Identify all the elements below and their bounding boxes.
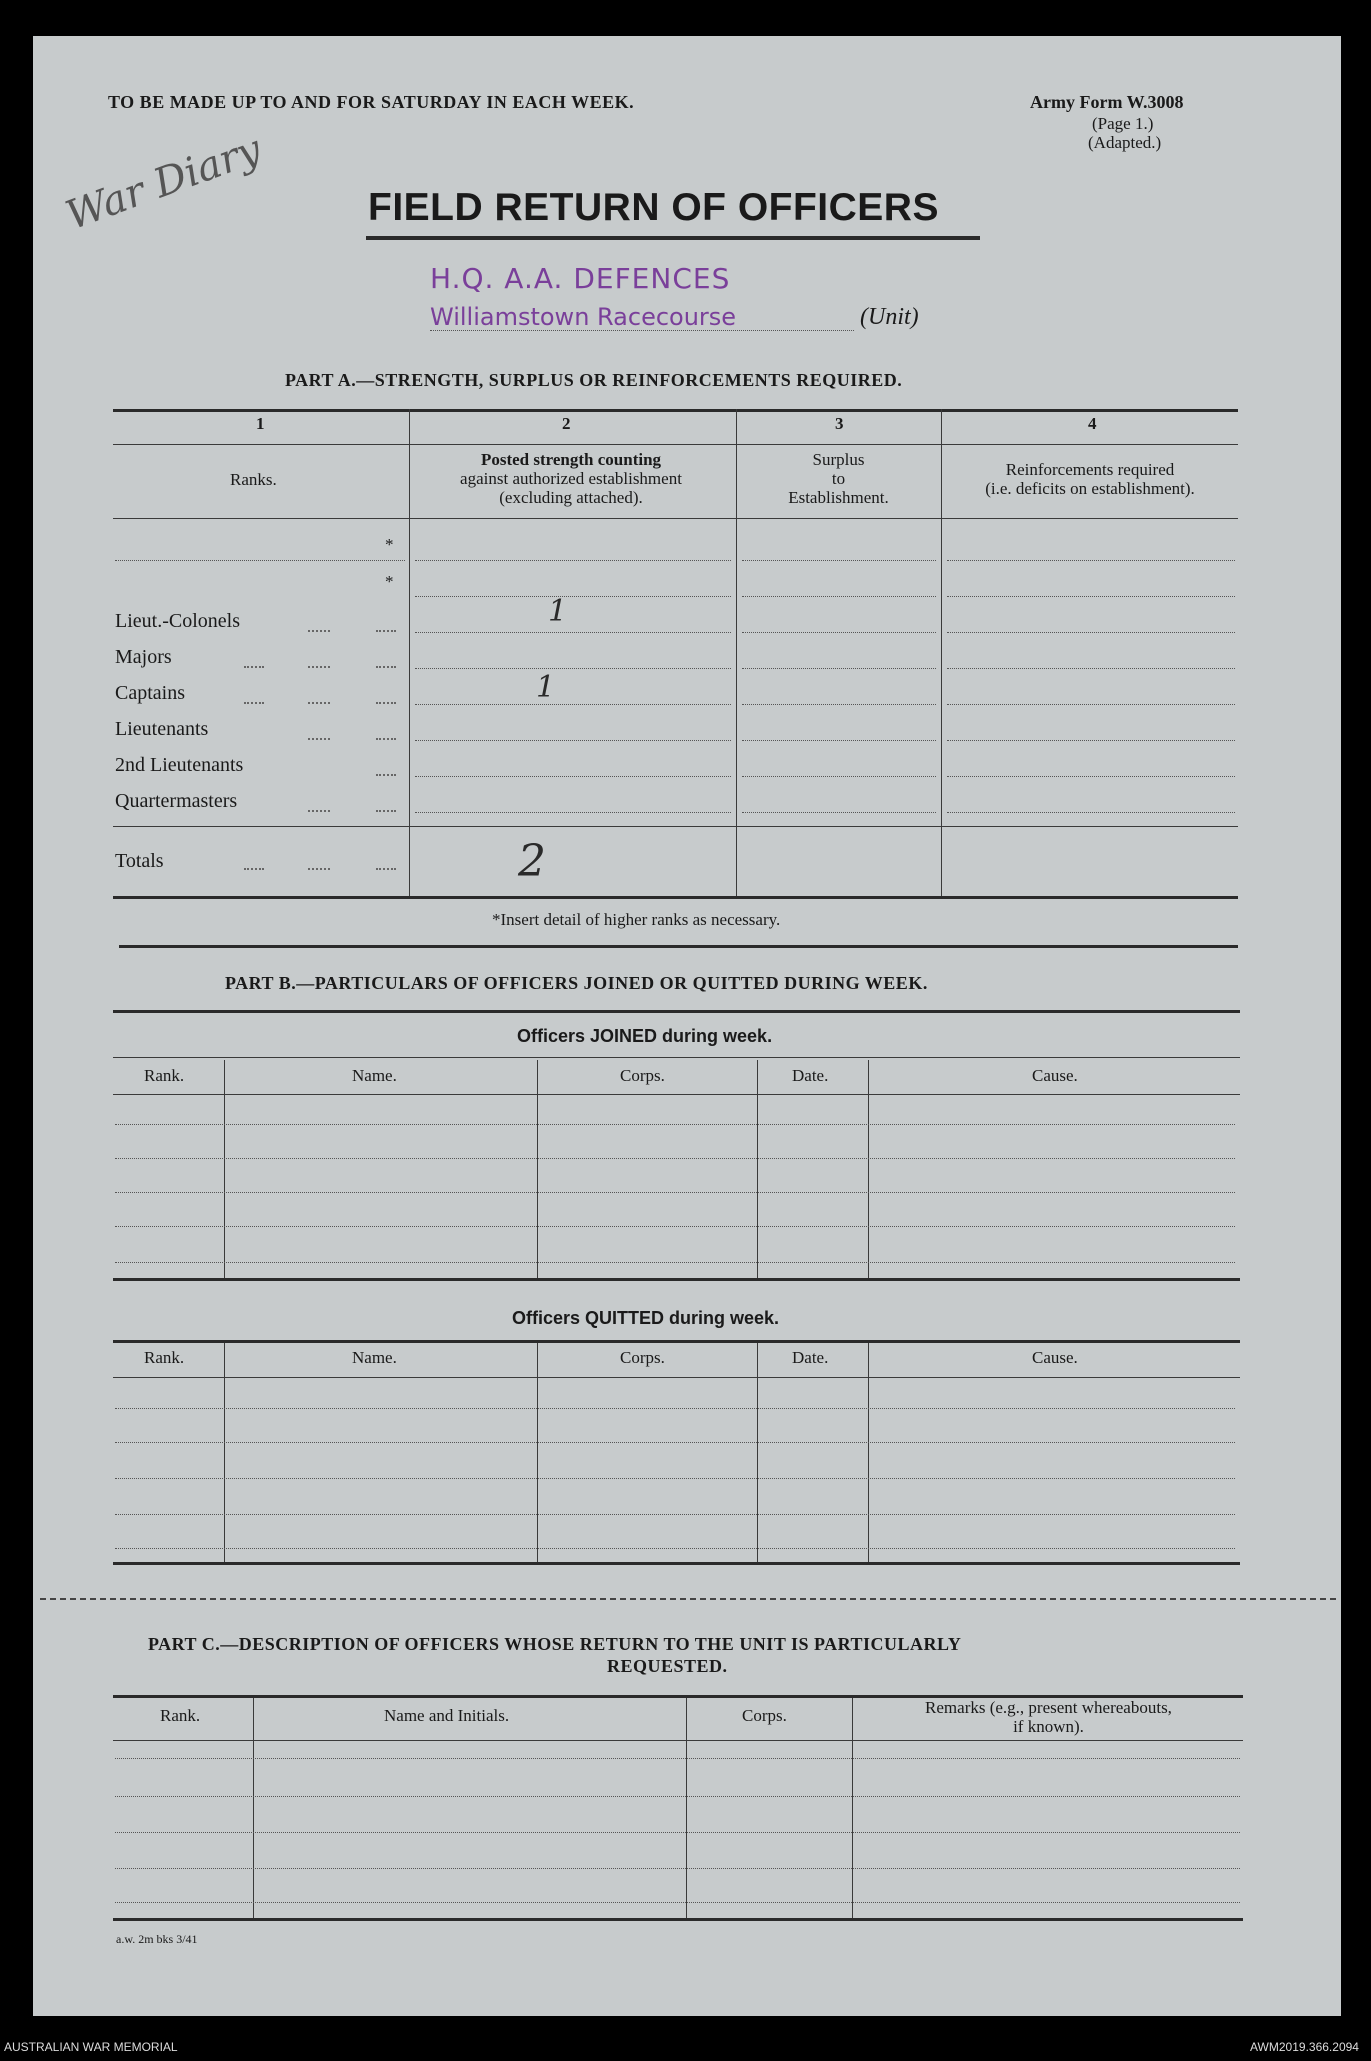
title-underline [366,236,980,240]
adapted-label: (Adapted.) [1088,133,1162,152]
quitted-col-rank: Rank. [144,1348,185,1367]
part-c-col-remarks: Remarks (e.g., present whereabouts, if known). [925,1698,1172,1736]
part-c-heading-1: PART C.—DESCRIPTION OF OFFICERS WHOSE RETURN TO THE UNIT IS PARTICULARLY [148,1634,962,1654]
header-ranks: Ranks. [230,470,277,489]
joined-col-name: Name. [352,1066,397,1085]
rank-lieut-colonels: Lieut.-Colonels [115,610,240,632]
part-a-end-rule [119,945,1238,948]
col-number-4: 4 [1088,414,1097,433]
rank-lieutenants: Lieutenants [115,718,209,740]
part-c-col-rank: Rank. [160,1706,201,1725]
col-number-2: 2 [562,414,571,433]
part-a-heading: PART A.—STRENGTH, SURPLUS OR REINFORCEMENTS REQUIRED. [285,370,903,390]
asterisk-row-line [115,560,405,561]
part-a-top-rule [113,409,1238,412]
quitted-col-date: Date. [792,1348,829,1367]
totals-separator [113,826,409,827]
header-reinforcements: Reinforcements required (i.e. deficits on establishment). [985,460,1195,498]
entry-totals: 2 [518,836,546,887]
rank-captains: Captains [115,682,185,704]
handwritten-war-diary: War Diary [60,126,268,240]
quitted-col-name: Name. [352,1348,397,1367]
entry-lieut-colonels: 1 [548,594,568,629]
joined-col-cause: Cause. [1032,1066,1078,1085]
tear-off-line [40,1598,1336,1600]
page-label: (Page 1.) [1092,114,1154,133]
part-c-heading-2: REQUESTED. [607,1656,728,1676]
part-a-bottom-rule [113,896,1238,899]
unit-stamp-line2: Williamstown Racecourse [430,303,737,331]
quitted-title: Officers QUITTED during week. [512,1308,780,1328]
part-b-heading: PART B.—PARTICULARS OF OFFICERS JOINED OR QUITTED DURING WEEK. [225,973,928,993]
footer-right: AWM2019.366.2094 [1250,2040,1359,2054]
part-c-col-corps: Corps. [742,1706,787,1725]
quitted-col-cause: Cause. [1032,1348,1078,1367]
asterisk-2: * [385,572,394,591]
part-a-number-rule [113,444,1238,445]
header-surplus: Surplus to Establishment. [788,450,889,507]
part-b-top-rule [113,1010,1240,1013]
col-number-3: 3 [835,414,844,433]
col-number-1: 1 [256,414,265,433]
asterisk-1: * [385,535,394,554]
joined-col-date: Date. [792,1066,829,1085]
unit-stamp-line1: H.Q. A.A. DEFENCES [430,262,731,295]
form-number: Army Form W.3008 [1030,92,1184,112]
unit-label: (Unit) [860,304,919,330]
footer-left: AUSTRALIAN WAR MEMORIAL [4,2040,178,2054]
page-title: FIELD RETURN OF OFFICERS [368,186,939,229]
instruction-text: TO BE MADE UP TO AND FOR SATURDAY IN EACH WEEK. [108,92,635,112]
unit-dotted-line [430,330,854,331]
header-posted-strength: Posted strength counting against authorized establishment (excluding attached). [460,450,682,507]
joined-col-corps: Corps. [620,1066,665,1085]
quitted-col-corps: Corps. [620,1348,665,1367]
print-code: a.w. 2m bks 3/41 [116,1932,198,1946]
part-a-footnote: *Insert detail of higher ranks as necessary. [492,910,781,929]
rank-totals: Totals [115,850,164,872]
rank-majors: Majors [115,646,172,668]
part-a-header-rule [113,518,1238,519]
joined-title: Officers JOINED during week. [517,1026,773,1046]
rank-quartermasters: Quartermasters [115,790,238,812]
part-c-col-name: Name and Initials. [384,1706,510,1725]
rank-2nd-lieutenants: 2nd Lieutenants [115,754,244,776]
joined-col-rank: Rank. [144,1066,185,1085]
entry-captains: 1 [536,670,556,705]
